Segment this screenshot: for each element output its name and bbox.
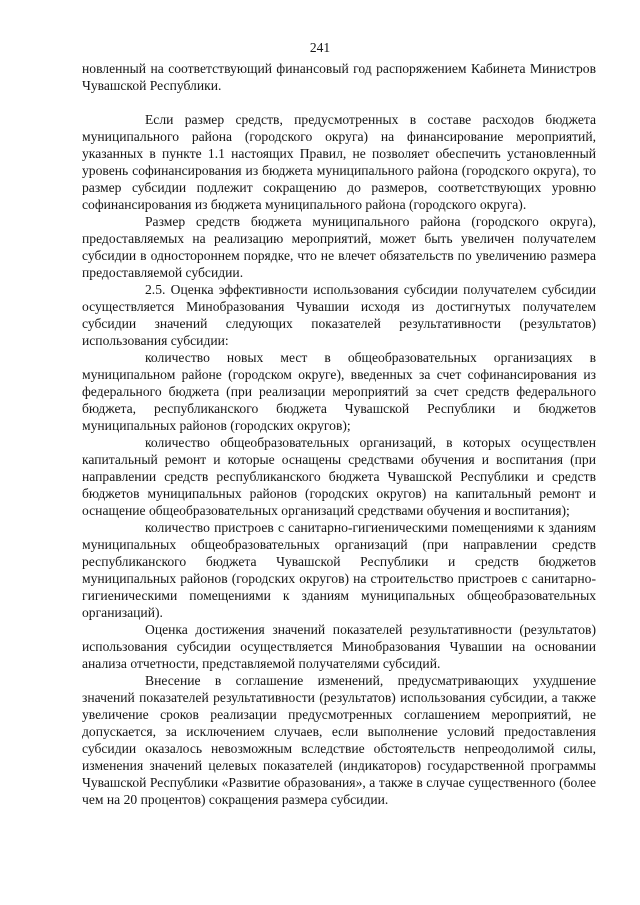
document-body xyxy=(82,60,596,808)
paragraph-indicator-new-places: количество новых мест в общеобразовательных организациях в муниципальном районе (городском округе), введенных за счет софинансирования из федерального бюджета (при реализации мероприятий за счет средств федерального бюджета, республиканского бюджета Чувашской Республики и бюджетов муниципальных районов (городских округов); xyxy=(82,350,596,433)
paragraph-continuation: новленный на соответствующий финансовый год распоряжением Кабинета Министров Чувашской Республики. xyxy=(82,61,596,93)
paragraph-section-2-5: 2.5. Оценка эффективности использования субсидии получателем субсидии осуществляется Минобразования Чувашии исходя из достигнутых получателем субсидии значений следующих показателей результативности (результатов) использования субсидии: xyxy=(82,282,596,348)
paragraph-amendments: Внесение в соглашение изменений, предусматривающих ухудшение значений показателей результативности (результатов) использования субсидии, а также увеличение сроков реализации предусмотренных соглашением мероприятий, не допускается, за исключением случаев, если выполнение условий предоставления субсидии оказалось невозможным вследствие обстоятельств непреодолимой силы, изменения значений целевых показателей (индикаторов) государственной программы Чувашской Республики «Развитие образования», а также в случае существенного (более чем на 20 процентов) сокращения размера субсидии. xyxy=(82,673,596,807)
paragraph-budget-increase: Размер средств бюджета муниципального района (городского округа), предоставляемых на реализацию мероприятий, может быть увеличен получателем субсидии в одностороннем порядке, что не влечет обязательств по увеличению размера предоставляемой субсидии. xyxy=(82,214,596,280)
paragraph-gap xyxy=(82,94,596,111)
paragraph-cofinancing: Если размер средств, предусмотренных в составе расходов бюджета муниципального района (городского округа) на финансирование мероприятий, указанных в пункте 1.1 настоящих Правил, не позволяет обеспечить установленный уровень софинансирования из бюджета муниципального района (городского округа), то размер субсидии подлежит сокращению до размеров, соответствующих уровню софинансирования из бюджета муниципального района (городского округа). xyxy=(82,112,596,212)
paragraph-indicator-repair: количество общеобразовательных организаций, в которых осуществлен капитальный ремонт и которые оснащены средствами обучения и воспитания (при направлении средств республиканского бюджета Чувашской Республики и средств бюджетов муниципальных районов (городских округов) на капитальный ремонт и оснащение общеобразовательных организаций средствами обучения и воспитания); xyxy=(82,435,596,518)
paragraph-assessment: Оценка достижения значений показателей результативности (результатов) использования субсидии осуществляется Минобразования Чувашии на основании анализа отчетности, представляемой получателями субсидий. xyxy=(82,622,596,671)
page-number: 241 xyxy=(309,40,331,55)
paragraph-indicator-annexes: количество пристроев с санитарно-гигиеническими помещениями к зданиям муниципальных общеобразовательных организаций (при направлении средств республиканского бюджета Чувашской Республики и средств бюджетов муниципальных районов (городских округов) на строительство пристроев с санитарно-гигиеническими помещениями к зданиям муниципальных общеобразовательных организаций). xyxy=(82,520,596,620)
